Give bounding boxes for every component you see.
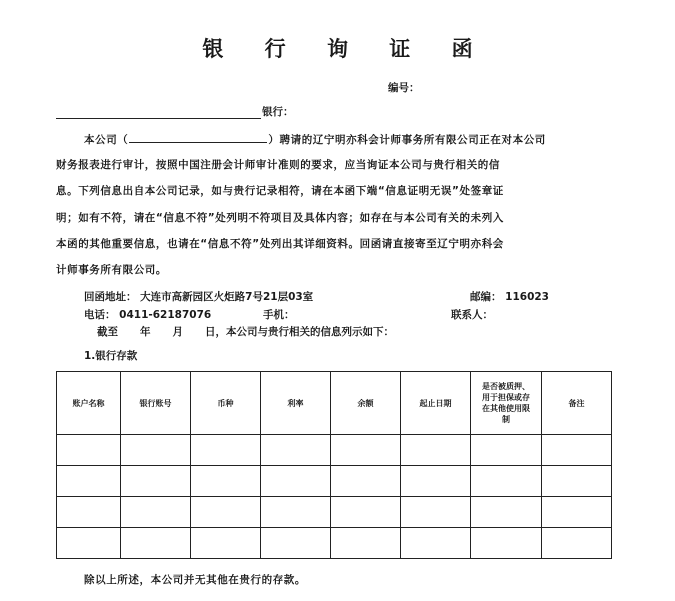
table-row xyxy=(57,528,612,559)
table-header-row xyxy=(57,372,612,435)
cutoff-year: 年 xyxy=(140,326,151,338)
bank-label: 银行： xyxy=(262,106,294,118)
header-balance: 余额 xyxy=(331,372,401,435)
table-cell[interactable] xyxy=(401,528,471,559)
table-cell[interactable] xyxy=(191,435,261,466)
table-cell[interactable] xyxy=(121,466,191,497)
table-cell[interactable] xyxy=(471,528,542,559)
table-cell[interactable] xyxy=(57,466,121,497)
table-cell[interactable] xyxy=(331,497,401,528)
table-row xyxy=(57,497,612,528)
footer-statement: 除以上所述，本公司并无其他在贵行的存款。 xyxy=(84,574,306,586)
table-cell[interactable] xyxy=(57,435,121,466)
table-cell[interactable] xyxy=(121,497,191,528)
table-cell[interactable] xyxy=(121,435,191,466)
header-currency: 币种 xyxy=(191,372,261,435)
table-cell[interactable] xyxy=(57,528,121,559)
intro-line-4: 明；如有不符，请在“信息不符”处列明不符项目及具体内容；如存在与本公司有关的未列入 xyxy=(56,212,504,224)
table-cell[interactable] xyxy=(191,497,261,528)
cutoff-prefix: 截至 xyxy=(97,326,118,338)
postcode: 邮编： 116023 xyxy=(470,291,549,303)
contact-person-label: 联系人： xyxy=(451,309,493,321)
company-name-field[interactable] xyxy=(129,131,267,143)
table-cell[interactable] xyxy=(471,466,542,497)
header-date-range: 起止日期 xyxy=(401,372,471,435)
table-cell[interactable] xyxy=(331,435,401,466)
cutoff-date-line xyxy=(97,324,394,339)
table-cell[interactable] xyxy=(471,497,542,528)
header-account-name: 账户名称 xyxy=(57,372,121,435)
document-title: 银 行 询 证 函 xyxy=(202,36,490,61)
section-title: 1.银行存款 xyxy=(84,350,138,362)
table-cell[interactable] xyxy=(401,466,471,497)
intro-line-1-suffix: ）聘请的辽宁明亦科会计师事务所有限公司正在对本公司 xyxy=(268,134,546,146)
table-cell[interactable] xyxy=(542,466,612,497)
table-cell[interactable] xyxy=(261,528,331,559)
phone-number: 电话： 0411-62187076 xyxy=(84,309,212,321)
table-cell[interactable] xyxy=(121,528,191,559)
intro-line-3: 息。下列信息出自本公司记录，如与贵行记录相符，请在本函下端“信息证明无误”处签章证 xyxy=(56,185,504,197)
intro-line-1 xyxy=(84,131,546,147)
document-number-label: 编号： xyxy=(388,82,420,94)
table-cell[interactable] xyxy=(331,528,401,559)
header-account-number: 银行账号 xyxy=(121,372,191,435)
table-cell[interactable] xyxy=(191,466,261,497)
table-cell[interactable] xyxy=(542,528,612,559)
table-cell[interactable] xyxy=(471,435,542,466)
intro-line-5: 本函的其他重要信息，也请在“信息不符”处列出其详细资料。回函请直接寄至辽宁明亦科会 xyxy=(56,238,504,250)
intro-line-1-prefix: 本公司（ xyxy=(84,134,129,146)
header-restriction-text: 是否被质押、用于担保或存在其他使用限制 xyxy=(482,382,530,424)
table-cell[interactable] xyxy=(261,435,331,466)
table-row xyxy=(57,466,612,497)
table-cell[interactable] xyxy=(401,435,471,466)
table-cell[interactable] xyxy=(191,528,261,559)
table-cell[interactable] xyxy=(542,435,612,466)
mobile-label: 手机： xyxy=(263,309,295,321)
bank-deposit-table xyxy=(56,371,612,559)
table-cell[interactable] xyxy=(261,466,331,497)
return-address: 回函地址： 大连市高新园区火炬路7号21层03室 xyxy=(84,291,314,303)
header-interest-rate: 利率 xyxy=(261,372,331,435)
bank-name-field[interactable] xyxy=(56,106,261,119)
table-cell[interactable] xyxy=(57,497,121,528)
table-cell[interactable] xyxy=(261,497,331,528)
table-cell[interactable] xyxy=(401,497,471,528)
header-restriction xyxy=(471,372,542,435)
table-cell[interactable] xyxy=(542,497,612,528)
intro-line-2: 财务报表进行审计，按照中国注册会计师审计准则的要求，应当询证本公司与贵行相关的信 xyxy=(56,159,500,171)
cutoff-day-suffix: 日，本公司与贵行相关的信息列示如下： xyxy=(205,326,394,338)
table-cell[interactable] xyxy=(331,466,401,497)
header-remarks: 备注 xyxy=(542,372,612,435)
cutoff-month: 月 xyxy=(172,326,183,338)
intro-line-6: 计师事务所有限公司。 xyxy=(56,264,167,276)
table-row xyxy=(57,435,612,466)
